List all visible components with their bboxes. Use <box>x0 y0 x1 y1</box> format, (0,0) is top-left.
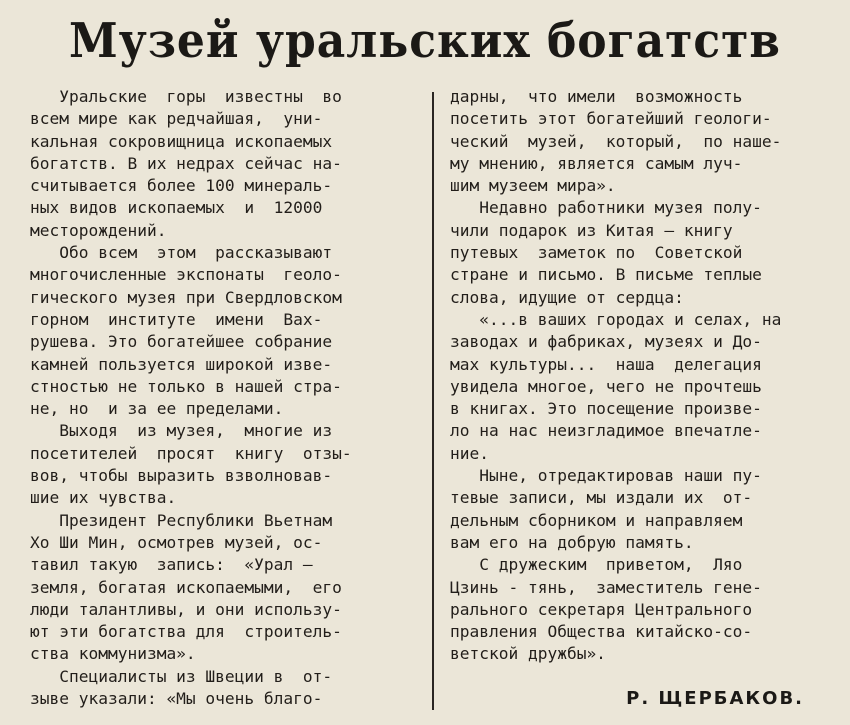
text-line: путевых заметок по Советской <box>450 243 743 263</box>
text-line: Специалисты из Швеции в от- <box>30 666 333 686</box>
text-line: ства коммунизма». <box>30 644 196 664</box>
author-signature: Р. ЩЕРБАКОВ. <box>626 688 804 709</box>
text-line: заводах и фабриках, музеях и До- <box>450 332 762 352</box>
text-line: всем мире как редчайшая, уни- <box>30 109 323 129</box>
text-line: гического музея при Свердловском <box>30 287 342 307</box>
text-line: Хо Ши Мин, осмотрев музей, ос- <box>30 532 323 552</box>
text-line: богатств. В их недрах сейчас на- <box>30 153 342 173</box>
text-line: люди талантливы, и они использу- <box>30 599 342 619</box>
text-line: вов, чтобы выразить взволновав- <box>30 466 333 486</box>
text-line: Обо всем этом рассказывают <box>30 243 333 263</box>
text-line: Уральские горы известны во <box>30 87 342 106</box>
left-column <box>30 86 416 710</box>
text-line: слова, идущие от сердца: <box>450 287 684 307</box>
text-line: в книгах. Это посещение произве- <box>450 399 762 419</box>
text-line: кальная сокровищница ископаемых <box>30 131 333 151</box>
text-line: «...в ваших городах и селах, на <box>450 309 782 329</box>
text-line: ние. <box>450 443 489 463</box>
text-line: камней пользуется широкой изве- <box>30 354 333 374</box>
text-line: ческий музей, который, по наше- <box>450 131 782 151</box>
text-line: земля, богатая ископаемыми, его <box>30 577 342 597</box>
text-line: вам его на добрую память. <box>450 532 694 552</box>
text-line: рушева. Это богатейшее собрание <box>30 332 333 352</box>
text-line: Недавно работники музея полу- <box>450 198 762 218</box>
text-line: ветской дружбы». <box>450 644 606 664</box>
text-line: шим музеем мира». <box>450 176 616 196</box>
text-line: ных видов ископаемых и 12000 <box>30 198 323 218</box>
text-line: правления Общества китайско-со- <box>450 622 753 642</box>
right-column <box>450 86 828 666</box>
article-title: Музей уральских богатств <box>68 13 782 70</box>
column-divider <box>432 92 434 710</box>
text-line: зыве указали: «Мы очень благо- <box>30 689 323 709</box>
text-line: посетить этот богатейший геологи- <box>450 109 772 129</box>
text-line: дельным сборником и направляем <box>450 510 743 530</box>
text-line: ло на нас неизгладимое впечатле- <box>450 421 762 441</box>
text-line: чили подарок из Китая — книгу <box>450 220 733 240</box>
text-line: мах культуры... наша делегация <box>450 354 762 374</box>
text-line: стране и письмо. В письме теплые <box>450 265 762 285</box>
text-line: тавил такую запись: «Урал — <box>30 555 313 575</box>
text-line: посетителей просят книгу отзы- <box>30 443 352 463</box>
text-line: горном институте имени Вах- <box>30 309 323 329</box>
text-line: ют эти богатства для строитель- <box>30 622 342 642</box>
text-line: считывается более 100 минераль- <box>30 176 333 196</box>
text-line: дарны, что имели возможность <box>450 87 743 106</box>
text-line: Ныне, отредактировав наши пу- <box>450 466 762 486</box>
text-line: му мнению, является самым луч- <box>450 153 743 173</box>
text-line: Выходя из музея, многие из <box>30 421 333 441</box>
text-line: тевые записи, мы издали их от- <box>450 488 753 508</box>
text-line: месторождений. <box>30 220 167 240</box>
text-line: шие их чувства. <box>30 488 177 508</box>
text-line: рального секретаря Центрального <box>450 599 753 619</box>
text-line: не, но и за ее пределами. <box>30 399 284 419</box>
text-line: Цзинь - тянь, заместитель гене- <box>450 577 762 597</box>
text-line: стностью не только в нашей стра- <box>30 376 342 396</box>
text-line: С дружеским приветом, Ляо <box>450 555 743 575</box>
text-line: увидела многое, чего не прочтешь <box>450 376 762 396</box>
text-line: Президент Республики Вьетнам <box>30 510 333 530</box>
text-line: многочисленные экспонаты геоло- <box>30 265 342 285</box>
